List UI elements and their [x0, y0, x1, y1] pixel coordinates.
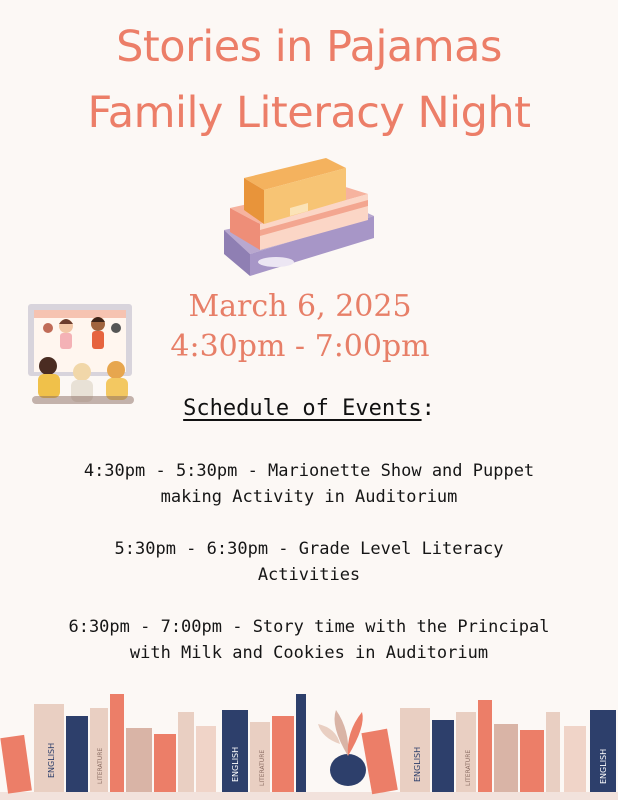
puppet-show-illustration [26, 300, 138, 410]
schedule-event-1 [20, 458, 598, 510]
event-line: 4:30pm - 5:30pm - Marionette Show and Puppet [83, 461, 535, 481]
event-line: making Activity in Auditorium [160, 487, 458, 507]
spine-label-english: ENGLISH [599, 748, 608, 784]
schedule-heading-colon: : [421, 396, 435, 421]
spine-label-literature: LITERATURE [97, 747, 104, 784]
title-line-2: Family Literacy Night [87, 88, 531, 138]
spine-label-english: ENGLISH [47, 742, 56, 778]
bookshelf-border-illustration [0, 686, 618, 800]
schedule-event-2 [20, 536, 598, 588]
title-line-1: Stories in Pajamas [116, 22, 502, 72]
book-stack-illustration [218, 150, 378, 280]
spine-label-english: ENGLISH [231, 746, 240, 782]
event-line: with Milk and Cookies in Auditorium [129, 643, 489, 663]
spine-label-literature: LITERATURE [465, 749, 472, 786]
event-date: March 6, 2025 [188, 289, 412, 324]
schedule-heading-text: Schedule of Events [183, 396, 422, 421]
event-line: 5:30pm - 6:30pm - Grade Level Literacy [114, 539, 504, 559]
event-time: 4:30pm - 7:00pm [170, 329, 430, 364]
spine-label-literature: LITERATURE [259, 749, 266, 786]
schedule-heading [0, 396, 618, 421]
schedule-event-3 [20, 614, 598, 666]
event-line: Activities [257, 565, 361, 585]
event-line: 6:30pm - 7:00pm - Story time with the Principal [68, 617, 550, 637]
spine-label-english: ENGLISH [413, 746, 422, 782]
